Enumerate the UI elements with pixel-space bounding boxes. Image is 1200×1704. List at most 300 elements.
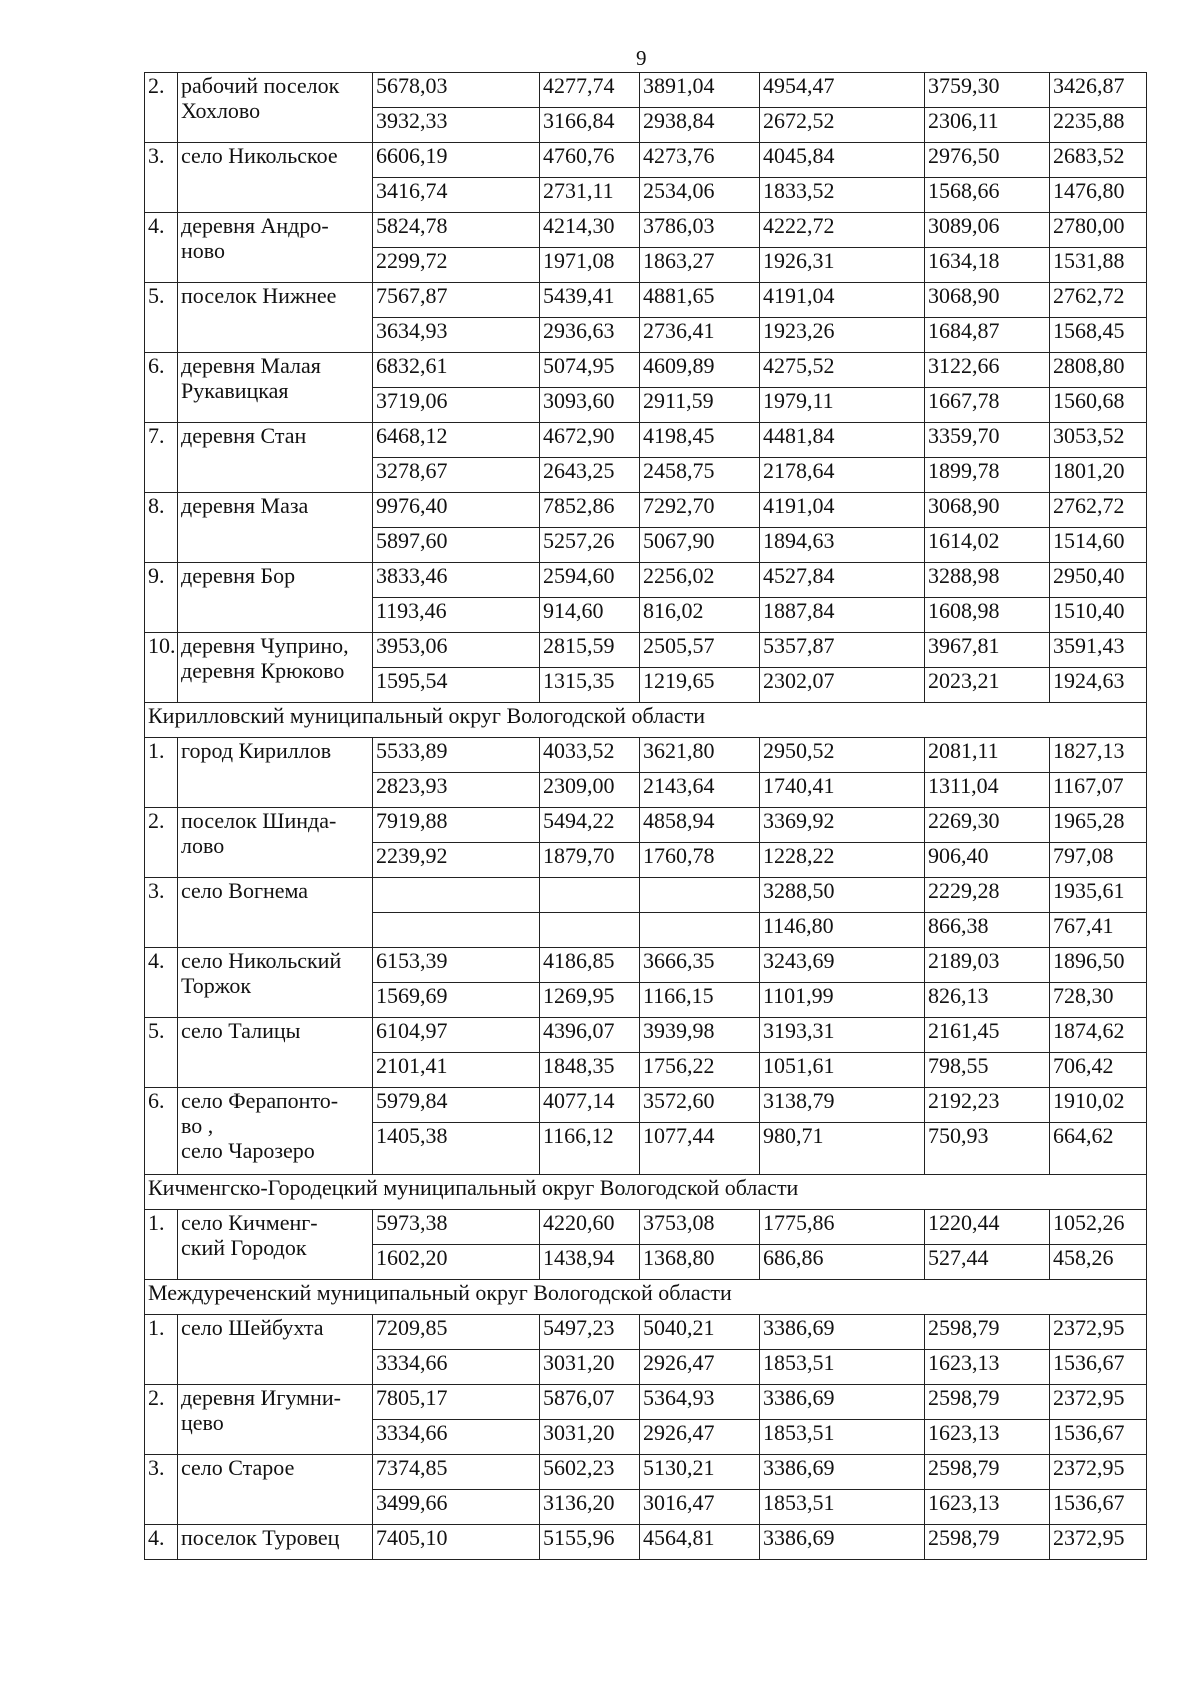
value-cell: 5533,89 (373, 738, 540, 773)
value-cell: 3621,80 (640, 738, 760, 773)
settlement-name-line: во , (181, 1113, 214, 1138)
value-cell: 1775,86 (760, 1210, 925, 1245)
value-cell: 1315,35 (540, 668, 640, 703)
table-row (145, 1315, 1147, 1350)
value-cell: 750,93 (925, 1123, 1050, 1175)
value-cell: 1740,41 (760, 773, 925, 808)
settlement-name-line: деревня Андро- (181, 213, 329, 238)
settlement-name-line: село Кичменг- (181, 1210, 318, 1235)
row-number: 4. (145, 1525, 178, 1560)
value-cell: 2643,25 (540, 458, 640, 493)
settlement-name (178, 213, 373, 283)
table-body (145, 73, 1147, 1560)
value-cell: 5357,87 (760, 633, 925, 668)
value-cell: 4275,52 (760, 353, 925, 388)
row-number: 5. (145, 1018, 178, 1088)
value-cell: 5257,26 (540, 528, 640, 563)
value-cell: 4609,89 (640, 353, 760, 388)
value-cell: 1965,28 (1050, 808, 1147, 843)
value-cell: 2598,79 (925, 1385, 1050, 1420)
value-cell: 1896,50 (1050, 948, 1147, 983)
value-cell: 5074,95 (540, 353, 640, 388)
settlement-name-line: Рукавицкая (181, 378, 289, 403)
settlement-name (178, 1385, 373, 1455)
value-cell: 527,44 (925, 1245, 1050, 1280)
value-cell: 2309,00 (540, 773, 640, 808)
value-cell: 1684,87 (925, 318, 1050, 353)
row-number: 5. (145, 283, 178, 353)
value-cell: 1894,63 (760, 528, 925, 563)
settlement-name-line: цево (181, 1410, 224, 1435)
settlement-name-line: Хохлово (181, 98, 261, 123)
value-cell: 2306,11 (925, 108, 1050, 143)
value-cell: 1863,27 (640, 248, 760, 283)
value-cell: 2269,30 (925, 808, 1050, 843)
value-cell: 3416,74 (373, 178, 540, 213)
value-cell: 798,55 (925, 1053, 1050, 1088)
value-cell: 2950,52 (760, 738, 925, 773)
value-cell: 5897,60 (373, 528, 540, 563)
table-row (145, 1088, 1147, 1123)
settlement-name-line: лово (181, 833, 225, 858)
table-row (145, 213, 1147, 248)
value-cell: 1853,51 (760, 1490, 925, 1525)
row-number: 6. (145, 353, 178, 423)
value-cell: 2823,93 (373, 773, 540, 808)
value-cell: 3122,66 (925, 353, 1050, 388)
value-cell: 7852,86 (540, 493, 640, 528)
value-cell: 4273,76 (640, 143, 760, 178)
value-cell: 1887,84 (760, 598, 925, 633)
value-cell: 1926,31 (760, 248, 925, 283)
value-cell: 2938,84 (640, 108, 760, 143)
value-cell: 1438,94 (540, 1245, 640, 1280)
value-cell: 7805,17 (373, 1385, 540, 1420)
table-row (145, 143, 1147, 178)
value-cell: 1879,70 (540, 843, 640, 878)
value-cell: 5155,96 (540, 1525, 640, 1560)
settlement-name (178, 1525, 373, 1560)
value-cell: 1568,45 (1050, 318, 1147, 353)
row-number: 1. (145, 1210, 178, 1280)
settlement-name-line: деревня Чуприно, (181, 633, 349, 658)
value-cell: 3288,98 (925, 563, 1050, 598)
row-number: 8. (145, 493, 178, 563)
value-cell: 664,62 (1050, 1123, 1147, 1175)
value-cell: 4033,52 (540, 738, 640, 773)
value-cell: 2299,72 (373, 248, 540, 283)
settlement-name-line: село Никольское (181, 143, 338, 168)
value-cell: 826,13 (925, 983, 1050, 1018)
settlement-name (178, 738, 373, 808)
value-cell: 3089,06 (925, 213, 1050, 248)
row-number: 9. (145, 563, 178, 633)
settlement-name (178, 948, 373, 1018)
value-cell: 3891,04 (640, 73, 760, 108)
value-cell: 2372,95 (1050, 1525, 1147, 1560)
section-title: Кирилловский муниципальный округ Вологодской области (145, 703, 1147, 738)
value-cell: 3068,90 (925, 493, 1050, 528)
value-cell: 4954,47 (760, 73, 925, 108)
value-cell: 1536,67 (1050, 1490, 1147, 1525)
value-cell: 3369,92 (760, 808, 925, 843)
value-cell: 3068,90 (925, 283, 1050, 318)
settlement-name-line: город Кириллов (181, 738, 332, 763)
value-cell: 1220,44 (925, 1210, 1050, 1245)
value-cell: 1228,22 (760, 843, 925, 878)
table-row (145, 1385, 1147, 1420)
table-row (145, 1210, 1147, 1245)
value-cell: 4220,60 (540, 1210, 640, 1245)
section-title: Кичменгско-Городецкий муниципальный округ Вологодской области (145, 1175, 1147, 1210)
settlement-name (178, 1018, 373, 1088)
value-cell: 1476,80 (1050, 178, 1147, 213)
value-cell: 980,71 (760, 1123, 925, 1175)
value-cell (540, 913, 640, 948)
row-number: 10. (145, 633, 178, 703)
settlement-name (178, 878, 373, 948)
value-cell: 1853,51 (760, 1420, 925, 1455)
value-cell: 2229,28 (925, 878, 1050, 913)
value-cell: 3386,69 (760, 1385, 925, 1420)
value-cell: 4191,04 (760, 493, 925, 528)
settlement-name (178, 353, 373, 423)
value-cell: 1614,02 (925, 528, 1050, 563)
value-cell: 1634,18 (925, 248, 1050, 283)
settlement-name-line: деревня Бор (181, 563, 296, 588)
value-cell: 1874,62 (1050, 1018, 1147, 1053)
value-cell: 2808,80 (1050, 353, 1147, 388)
value-cell: 3334,66 (373, 1350, 540, 1385)
value-cell: 3591,43 (1050, 633, 1147, 668)
settlement-name (178, 1455, 373, 1525)
value-cell: 5067,90 (640, 528, 760, 563)
value-cell: 2192,23 (925, 1088, 1050, 1123)
value-cell: 3359,70 (925, 423, 1050, 458)
value-cell: 1595,54 (373, 668, 540, 703)
value-cell: 5439,41 (540, 283, 640, 318)
value-cell: 3031,20 (540, 1420, 640, 1455)
value-cell: 3136,20 (540, 1490, 640, 1525)
table-row (145, 738, 1147, 773)
value-cell: 1166,12 (540, 1123, 640, 1175)
value-cell: 3138,79 (760, 1088, 925, 1123)
table-row (145, 948, 1147, 983)
value-cell: 1219,65 (640, 668, 760, 703)
value-cell: 1405,38 (373, 1123, 540, 1175)
value-cell: 2101,41 (373, 1053, 540, 1088)
value-cell: 3053,52 (1050, 423, 1147, 458)
settlement-name-line: село Талицы (181, 1018, 301, 1043)
value-cell: 2598,79 (925, 1455, 1050, 1490)
settlement-name (178, 493, 373, 563)
value-cell: 2780,00 (1050, 213, 1147, 248)
settlement-name (178, 73, 373, 143)
tariff-table (144, 72, 1147, 1560)
value-cell: 4191,04 (760, 283, 925, 318)
settlement-name-line: ский Городок (181, 1235, 307, 1260)
value-cell: 2911,59 (640, 388, 760, 423)
value-cell: 7405,10 (373, 1525, 540, 1560)
value-cell: 7209,85 (373, 1315, 540, 1350)
value-cell: 1101,99 (760, 983, 925, 1018)
value-cell: 5364,93 (640, 1385, 760, 1420)
table-row (145, 633, 1147, 668)
value-cell: 1924,63 (1050, 668, 1147, 703)
row-number: 3. (145, 143, 178, 213)
value-cell: 2731,11 (540, 178, 640, 213)
settlement-name-line: Торжок (181, 973, 252, 998)
value-cell: 3572,60 (640, 1088, 760, 1123)
value-cell: 3833,46 (373, 563, 540, 598)
row-number: 3. (145, 878, 178, 948)
value-cell: 4186,85 (540, 948, 640, 983)
value-cell: 3193,31 (760, 1018, 925, 1053)
value-cell: 5876,07 (540, 1385, 640, 1420)
value-cell: 3939,98 (640, 1018, 760, 1053)
table-row (145, 1018, 1147, 1053)
value-cell: 906,40 (925, 843, 1050, 878)
row-number: 7. (145, 423, 178, 493)
value-cell (373, 913, 540, 948)
value-cell: 7567,87 (373, 283, 540, 318)
value-cell: 866,38 (925, 913, 1050, 948)
value-cell: 3499,66 (373, 1490, 540, 1525)
value-cell: 5602,23 (540, 1455, 640, 1490)
value-cell: 2936,63 (540, 318, 640, 353)
value-cell: 4858,94 (640, 808, 760, 843)
value-cell: 1368,80 (640, 1245, 760, 1280)
value-cell: 2458,75 (640, 458, 760, 493)
value-cell: 1569,69 (373, 983, 540, 1018)
settlement-name (178, 283, 373, 353)
settlement-name-line: рабочий поселок (181, 73, 340, 98)
value-cell: 1560,68 (1050, 388, 1147, 423)
settlement-name (178, 808, 373, 878)
settlement-name (178, 1210, 373, 1280)
value-cell: 1833,52 (760, 178, 925, 213)
table-row (145, 493, 1147, 528)
value-cell: 4396,07 (540, 1018, 640, 1053)
value-cell: 3953,06 (373, 633, 540, 668)
row-number: 3. (145, 1455, 178, 1525)
page-number-text: 9 (636, 46, 647, 70)
settlement-name-line: деревня Крюково (181, 658, 345, 683)
value-cell: 4527,84 (760, 563, 925, 598)
value-cell: 1052,26 (1050, 1210, 1147, 1245)
value-cell: 797,08 (1050, 843, 1147, 878)
table-row (145, 283, 1147, 318)
value-cell: 2372,95 (1050, 1455, 1147, 1490)
value-cell: 2683,52 (1050, 143, 1147, 178)
table-row (145, 808, 1147, 843)
row-number: 4. (145, 213, 178, 283)
table-row (145, 563, 1147, 598)
value-cell: 1760,78 (640, 843, 760, 878)
value-cell: 6606,19 (373, 143, 540, 178)
value-cell: 3031,20 (540, 1350, 640, 1385)
settlement-name-line: село Вогнема (181, 878, 309, 903)
value-cell: 7292,70 (640, 493, 760, 528)
value-cell: 2372,95 (1050, 1385, 1147, 1420)
value-cell: 686,86 (760, 1245, 925, 1280)
value-cell: 3759,30 (925, 73, 1050, 108)
section-title: Междуреченский муниципальный округ Вологодской области (145, 1280, 1147, 1315)
value-cell: 3334,66 (373, 1420, 540, 1455)
value-cell: 2598,79 (925, 1525, 1050, 1560)
value-cell: 2081,11 (925, 738, 1050, 773)
value-cell: 1193,46 (373, 598, 540, 633)
settlement-name-line: село Старое (181, 1455, 295, 1480)
value-cell: 3753,08 (640, 1210, 760, 1245)
row-number: 2. (145, 1385, 178, 1455)
value-cell: 1167,07 (1050, 773, 1147, 808)
value-cell: 1853,51 (760, 1350, 925, 1385)
value-cell: 2736,41 (640, 318, 760, 353)
value-cell: 1667,78 (925, 388, 1050, 423)
settlement-name (178, 563, 373, 633)
value-cell: 3932,33 (373, 108, 540, 143)
value-cell: 3288,50 (760, 878, 925, 913)
value-cell: 1899,78 (925, 458, 1050, 493)
value-cell: 1801,20 (1050, 458, 1147, 493)
value-cell: 458,26 (1050, 1245, 1147, 1280)
value-cell: 1568,66 (925, 178, 1050, 213)
settlement-name-line: поселок Нижнее (181, 283, 337, 308)
value-cell: 706,42 (1050, 1053, 1147, 1088)
settlement-name-line: село Ферапонто- (181, 1088, 339, 1113)
row-number: 1. (145, 738, 178, 808)
value-cell: 4672,90 (540, 423, 640, 458)
settlement-name-line: поселок Туровец (181, 1525, 340, 1550)
table-row (145, 1455, 1147, 1490)
value-cell (640, 913, 760, 948)
value-cell: 1536,67 (1050, 1350, 1147, 1385)
value-cell: 1146,80 (760, 913, 925, 948)
value-cell (373, 878, 540, 913)
value-cell: 5494,22 (540, 808, 640, 843)
value-cell: 2762,72 (1050, 493, 1147, 528)
value-cell: 6468,12 (373, 423, 540, 458)
value-cell: 4077,14 (540, 1088, 640, 1123)
value-cell: 2256,02 (640, 563, 760, 598)
value-cell: 1923,26 (760, 318, 925, 353)
value-cell: 2143,64 (640, 773, 760, 808)
value-cell: 1514,60 (1050, 528, 1147, 563)
value-cell: 816,02 (640, 598, 760, 633)
row-number: 6. (145, 1088, 178, 1175)
value-cell: 1536,67 (1050, 1420, 1147, 1455)
table-row (145, 878, 1147, 913)
value-cell: 4481,84 (760, 423, 925, 458)
settlement-name (178, 1315, 373, 1385)
section-row (145, 1175, 1147, 1210)
value-cell: 2594,60 (540, 563, 640, 598)
value-cell: 3243,69 (760, 948, 925, 983)
value-cell: 3093,60 (540, 388, 640, 423)
value-cell: 1311,04 (925, 773, 1050, 808)
section-row (145, 703, 1147, 738)
value-cell: 3634,93 (373, 318, 540, 353)
value-cell: 5979,84 (373, 1088, 540, 1123)
value-cell: 5973,38 (373, 1210, 540, 1245)
settlement-name-line: село Шейбухта (181, 1315, 324, 1340)
value-cell: 1971,08 (540, 248, 640, 283)
value-cell: 5040,21 (640, 1315, 760, 1350)
value-cell: 4760,76 (540, 143, 640, 178)
value-cell (540, 878, 640, 913)
value-cell: 1510,40 (1050, 598, 1147, 633)
section-row (145, 1280, 1147, 1315)
value-cell: 2926,47 (640, 1350, 760, 1385)
table-row (145, 73, 1147, 108)
value-cell: 1979,11 (760, 388, 925, 423)
row-number: 2. (145, 73, 178, 143)
value-cell: 4214,30 (540, 213, 640, 248)
value-cell: 4564,81 (640, 1525, 760, 1560)
value-cell: 2189,03 (925, 948, 1050, 983)
value-cell: 2926,47 (640, 1420, 760, 1455)
value-cell: 3666,35 (640, 948, 760, 983)
value-cell: 1910,02 (1050, 1088, 1147, 1123)
table-row (145, 423, 1147, 458)
value-cell: 9976,40 (373, 493, 540, 528)
value-cell: 2023,21 (925, 668, 1050, 703)
settlement-name (178, 1088, 373, 1175)
value-cell: 3386,69 (760, 1455, 925, 1490)
value-cell: 2239,92 (373, 843, 540, 878)
value-cell: 1623,13 (925, 1490, 1050, 1525)
value-cell: 2161,45 (925, 1018, 1050, 1053)
value-cell: 2950,40 (1050, 563, 1147, 598)
value-cell: 3386,69 (760, 1315, 925, 1350)
value-cell: 1935,61 (1050, 878, 1147, 913)
value-cell: 1051,61 (760, 1053, 925, 1088)
value-cell: 3786,03 (640, 213, 760, 248)
value-cell: 1623,13 (925, 1420, 1050, 1455)
value-cell: 2672,52 (760, 108, 925, 143)
value-cell: 3426,87 (1050, 73, 1147, 108)
settlement-name-line: деревня Малая (181, 353, 321, 378)
value-cell: 4222,72 (760, 213, 925, 248)
value-cell: 2178,64 (760, 458, 925, 493)
value-cell: 4198,45 (640, 423, 760, 458)
value-cell: 4045,84 (760, 143, 925, 178)
value-cell: 6104,97 (373, 1018, 540, 1053)
value-cell: 1623,13 (925, 1350, 1050, 1385)
value-cell: 2815,59 (540, 633, 640, 668)
value-cell: 5497,23 (540, 1315, 640, 1350)
row-number: 4. (145, 948, 178, 1018)
row-number: 2. (145, 808, 178, 878)
value-cell: 728,30 (1050, 983, 1147, 1018)
settlement-name (178, 143, 373, 213)
value-cell: 2976,50 (925, 143, 1050, 178)
value-cell: 6153,39 (373, 948, 540, 983)
value-cell: 1602,20 (373, 1245, 540, 1280)
value-cell: 5824,78 (373, 213, 540, 248)
value-cell: 2534,06 (640, 178, 760, 213)
value-cell: 914,60 (540, 598, 640, 633)
table-row (145, 353, 1147, 388)
settlement-name-line: село Чарозеро (181, 1138, 315, 1163)
value-cell: 1756,22 (640, 1053, 760, 1088)
value-cell: 1827,13 (1050, 738, 1147, 773)
settlement-name-line: деревня Игумни- (181, 1385, 341, 1410)
value-cell: 1608,98 (925, 598, 1050, 633)
value-cell: 7919,88 (373, 808, 540, 843)
value-cell: 1269,95 (540, 983, 640, 1018)
